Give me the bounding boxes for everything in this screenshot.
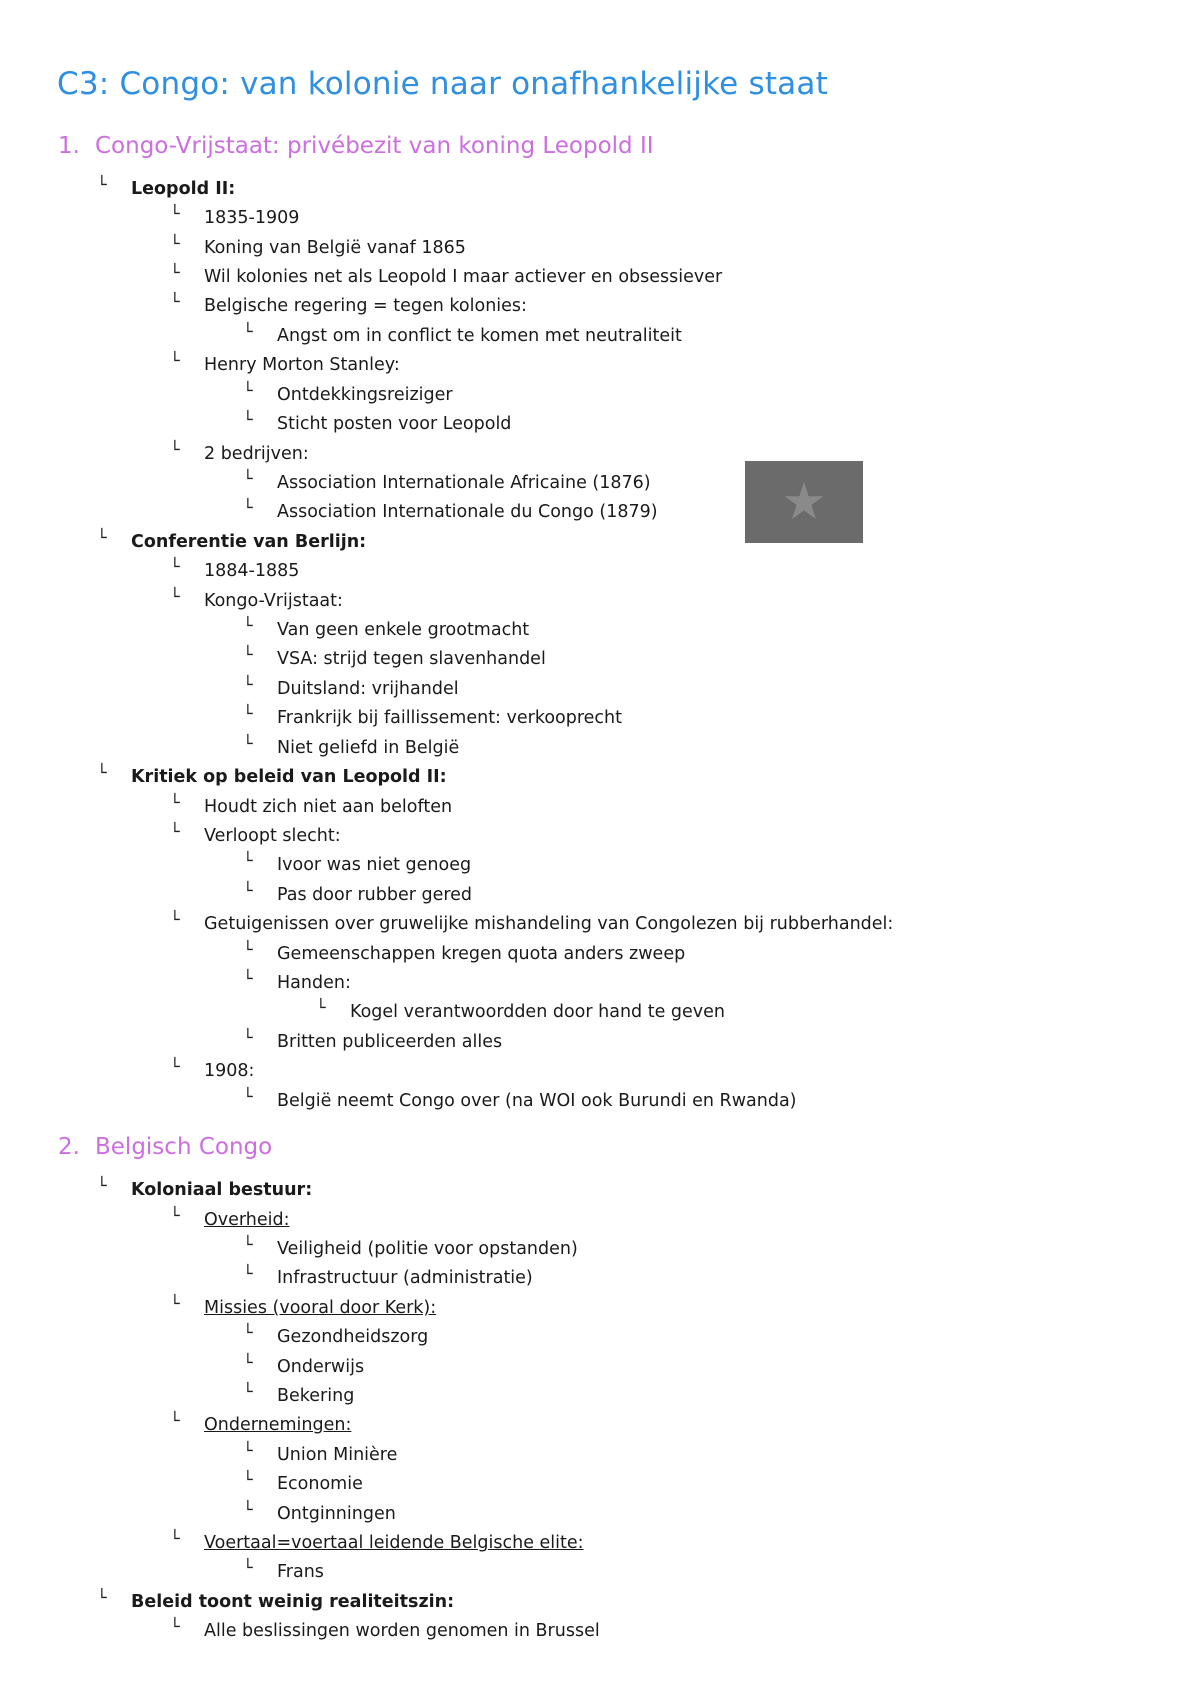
bullet-icon: └ bbox=[243, 851, 253, 870]
section-heading-1 bbox=[58, 133, 654, 159]
bullet-icon: └ bbox=[97, 528, 107, 547]
bullet-icon: └ bbox=[170, 557, 180, 576]
bullet-icon: └ bbox=[170, 793, 180, 812]
congo-flag-image bbox=[745, 461, 863, 543]
bullet-icon: └ bbox=[243, 498, 253, 517]
bullet-icon: └ bbox=[243, 1323, 253, 1342]
bullet-icon: └ bbox=[243, 1500, 253, 1519]
bullet-icon: └ bbox=[243, 1264, 253, 1283]
bullet-icon: └ bbox=[170, 587, 180, 606]
bullet-icon: └ bbox=[243, 675, 253, 694]
bullet-icon: └ bbox=[243, 1353, 253, 1372]
section-number: 2. bbox=[58, 1134, 80, 1160]
bullet-icon: └ bbox=[170, 351, 180, 370]
bullet-icon: └ bbox=[316, 998, 326, 1017]
bullet-icon: └ bbox=[243, 1470, 253, 1489]
section-number: 1. bbox=[58, 133, 80, 159]
bullet-icon: └ bbox=[170, 1057, 180, 1076]
bullet-icon: └ bbox=[243, 469, 253, 488]
bullet-icon: └ bbox=[243, 704, 253, 723]
bullet-icon: └ bbox=[97, 1176, 107, 1195]
bullet-icon: └ bbox=[97, 175, 107, 194]
bullet-icon: └ bbox=[243, 940, 253, 959]
bullet-icon: └ bbox=[243, 881, 253, 900]
section-title: Belgisch Congo bbox=[95, 1134, 273, 1160]
bullet-icon: └ bbox=[243, 969, 253, 988]
section-heading-2 bbox=[58, 1134, 272, 1160]
bullet-icon: └ bbox=[243, 1558, 253, 1577]
bullet-icon: └ bbox=[243, 616, 253, 635]
bullet-icon: └ bbox=[243, 322, 253, 341]
bullet-icon: └ bbox=[243, 410, 253, 429]
bullet-icon: └ bbox=[170, 910, 180, 929]
bullet-icon: └ bbox=[243, 1235, 253, 1254]
bullet-icon: └ bbox=[170, 204, 180, 223]
document-title: C3: Congo: van kolonie naar onafhankelijke staat bbox=[57, 66, 828, 102]
bullet-icon: └ bbox=[170, 1294, 180, 1313]
bullet-icon: └ bbox=[97, 1588, 107, 1607]
bullet-icon: └ bbox=[170, 440, 180, 459]
bullet-icon: └ bbox=[243, 1441, 253, 1460]
bullet-icon: └ bbox=[170, 822, 180, 841]
bullet-icon: └ bbox=[97, 763, 107, 782]
bullet-icon: └ bbox=[170, 1411, 180, 1430]
bullet-icon: └ bbox=[243, 645, 253, 664]
document-page: C3: Congo: van kolonie naar onafhankelijke staat 1. Congo-Vrijstaat: privébezit van koning Leopold II └ Leopold II: └ 1835-1909 └ Koning van België vanaf 1865 └ Wil kolonies net als Leopold I maar actiever en obsessiever └ Belgische regering = tegen kolonies: └ Angst om in conflict te komen met neutraliteit └ Henry Morton Stanley: └ Ontdekkingsreiziger └ Sticht posten voor Leopold └ 2 bedrijven: └ Association Internationale Africaine (1876) └ Association Internationale du Congo (1879) └ Conferentie van Berlijn: └ 1884-1885 └ Kongo-Vrijstaat: └ Van geen enkele grootmacht └ VSA: strijd tegen slavenhandel └ Duitsland: vrijhandel └ Frankrijk bij faillissement: verkooprecht └ Niet geliefd in België └ Kritiek op beleid van Leopold II: └ Houdt zich niet aan beloften └ Verloopt slecht: └ Ivoor was niet genoeg └ Pas door rubber gered └ Getuigenissen over gruwelijke mishandeling van Congolezen bij rubberhandel: └ Gemeenschappen kregen quota anders zweep └ Handen: └ Kogel verantwoordden door hand te geven └ Britten publiceerden alles └ 1908: └ België neemt Congo over (na WOI ook Burundi en Rwanda) 2. Belgisch Congo └ Koloniaal bestuur: └ Overheid: └ Veiligheid (politie voor opstanden) └ Infrastructuur (administratie) └ Missies (vooral door Kerk): └ Gezondheidszorg └ Onderwijs └ Bekering └ Ondernemingen: └ Union Minière └ Economie └ Ontginningen └ Voertaal=voertaal leidende Belgische elite: └ Frans └ Beleid toont weinig realiteitszin: └ Alle beslissingen worden genomen in Brussel bbox=[57, 66, 894, 1641]
bullet-icon: └ bbox=[170, 263, 180, 282]
bullet-icon: └ bbox=[170, 1529, 180, 1548]
bullet-icon: └ bbox=[243, 1382, 253, 1401]
star-icon bbox=[745, 461, 863, 543]
section-title: Congo-Vrijstaat: privébezit van koning Leopold II bbox=[95, 133, 654, 159]
bullet-icon: └ bbox=[243, 1028, 253, 1047]
bullet-icon: └ bbox=[243, 381, 253, 400]
bullet-icon: └ bbox=[170, 1206, 180, 1225]
bullet-icon: └ bbox=[170, 1617, 180, 1636]
bullet-icon: └ bbox=[243, 734, 253, 753]
bullet-icon: └ bbox=[170, 292, 180, 311]
bullet-icon: └ bbox=[170, 234, 180, 253]
bullet-icon: └ bbox=[243, 1087, 253, 1106]
